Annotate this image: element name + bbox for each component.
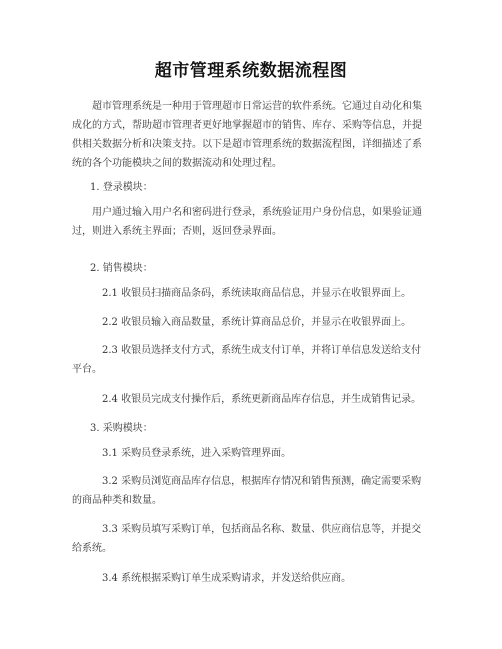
login-paragraph: 用户通过输入用户名和密码进行登录，系统验证用户身份信息，如果验证通过，则进入系统主界面；否则，返回登录界面。 — [72, 207, 422, 237]
purchase-item-1: 3.1 采购员登录系统，进入采购管理界面。 — [102, 448, 292, 459]
section-heading-login: 1. 登录模块： — [90, 182, 153, 193]
sales-item-1: 2.1 收银员扫描商品条码，系统读取商品信息，并显示在收银界面上。 — [102, 288, 412, 299]
section-heading-purchase: 3. 采购模块： — [90, 423, 153, 434]
sales-item-3: 2.3 收银员选择支付方式，系统生成支付订单，并将订单信息发送给支付平台。 — [72, 345, 422, 375]
purchase-item-3: 3.3 采购员填写采购订单，包括商品名称、数量、供应商信息等，并提交给系统。 — [72, 524, 422, 554]
purchase-item-4: 3.4 系统根据采购订单生成采购请求，并发送给供应商。 — [102, 573, 352, 584]
sales-item-2: 2.2 收银员输入商品数量，系统计算商品总价，并显示在收银界面上。 — [102, 317, 412, 328]
intro-paragraph: 超市管理系统是一种用于管理超市日常运营的软件系统。它通过自动化和集成化的方式，帮助超市管理者更好地掌握超市的销售、库存、采购等信息，并提供相关数据分析和决策支持。以下是超市管理系统的数据流程图，详细描述了系统的各个功能模块之间的数据流动和处理过程。 — [72, 101, 422, 169]
document-title: 超市管理系统数据流程图 — [154, 61, 348, 81]
section-heading-sales: 2. 销售模块： — [90, 263, 153, 274]
purchase-item-2: 3.2 采购员浏览商品库存信息，根据库存情况和销售预测，确定需要采购的商品种类和数量。 — [72, 476, 422, 506]
sales-item-4: 2.4 收银员完成支付操作后，系统更新商品库存信息，并生成销售记录。 — [102, 394, 422, 405]
